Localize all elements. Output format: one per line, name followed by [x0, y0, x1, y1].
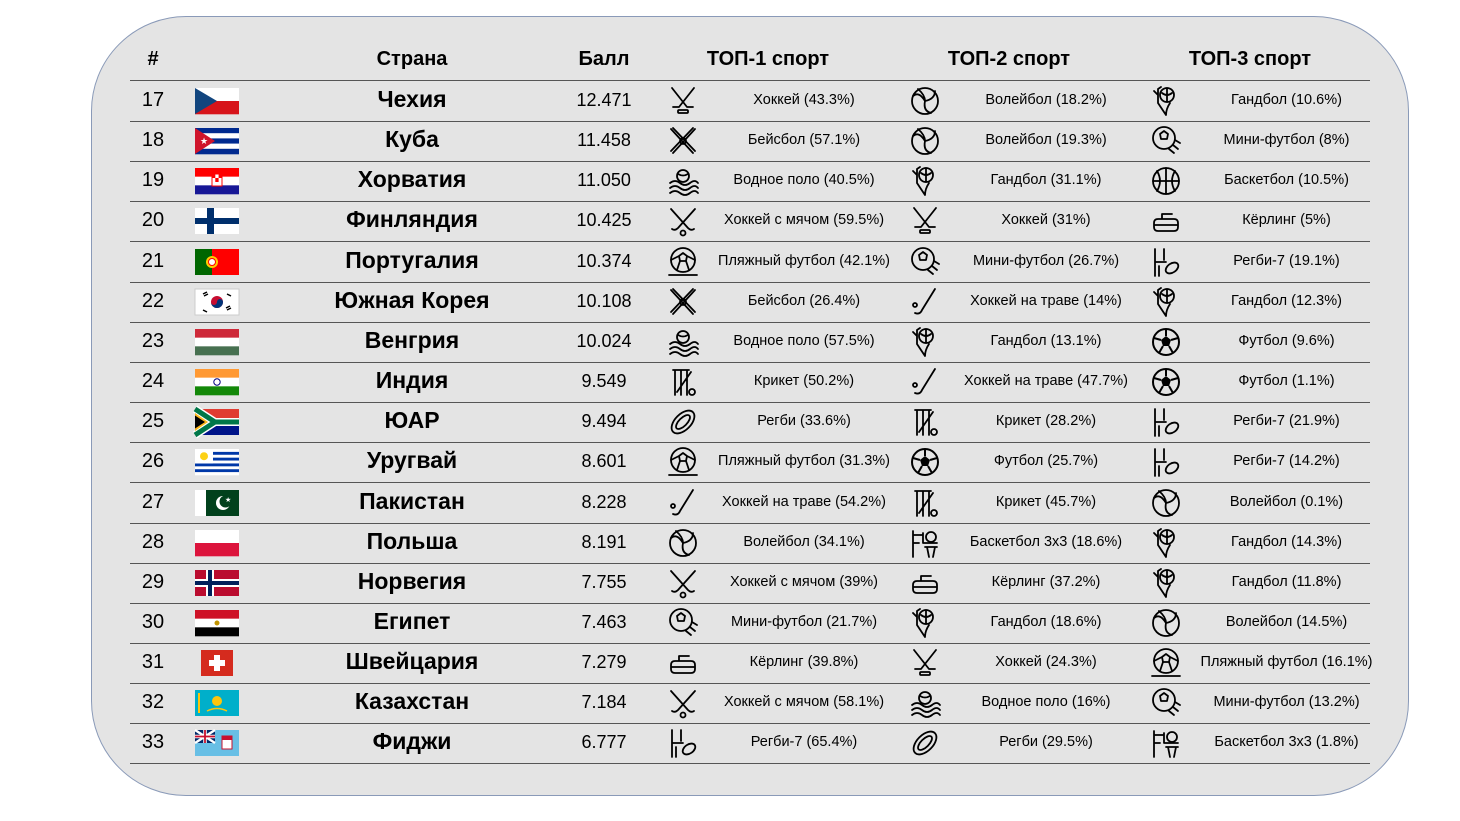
egypt-flag: [195, 610, 239, 636]
volleyball-icon: [909, 85, 941, 117]
rank-number: 19: [141, 169, 165, 192]
table-row: [130, 362, 1370, 403]
top3-sport-label: Пляжный футбол (16.1%): [1200, 654, 1373, 671]
table-row: [130, 81, 1370, 122]
czech-flag: [195, 88, 239, 114]
table-row: [130, 523, 1370, 564]
rank-number: 30: [141, 610, 165, 633]
table-row: [130, 402, 1370, 443]
rank-number: 27: [141, 490, 165, 513]
norway-flag: [195, 570, 239, 596]
bandy-icon: [667, 567, 699, 599]
table-row: [130, 483, 1370, 524]
svg-text:★: ★: [200, 136, 209, 147]
top3-sport-label: Регби-7 (21.9%): [1233, 413, 1340, 430]
rank-number: 23: [141, 329, 165, 352]
volleyball-icon: [909, 125, 941, 157]
rugby-sevens-icon: [1150, 446, 1182, 478]
top1-sport-label: Пляжный футбол (42.1%): [718, 252, 890, 269]
rugby-icon: [909, 727, 941, 759]
country-name: Норвегия: [357, 567, 467, 594]
top2-sport-label: Баскетбол 3х3 (18.6%): [969, 533, 1123, 550]
top1-sport-label: Хоккей с мячом (39%): [729, 573, 878, 590]
top1-sport-label: Бейсбол (57.1%): [747, 132, 861, 149]
top2-sport-label: Гандбол (13.1%): [990, 332, 1102, 349]
table-row: [130, 322, 1370, 363]
volleyball-icon: [1150, 607, 1182, 639]
top2-sport-label: Крикет (45.7%): [995, 493, 1097, 510]
bandy-icon: [667, 205, 699, 237]
futsal-icon: [909, 246, 941, 278]
country-name: Португалия: [345, 246, 479, 273]
top1-sport-label: Хоккей с мячом (58.1%): [723, 694, 885, 711]
country-name: Уругвай: [366, 447, 458, 474]
svg-text:★: ★: [225, 496, 232, 504]
top1-sport-label: Регби-7 (65.4%): [750, 734, 858, 751]
country-name: Пакистан: [359, 487, 465, 514]
top1-sport-label: Пляжный футбол (31.3%): [718, 453, 890, 470]
score-value: 9.494: [581, 411, 627, 432]
score-value: 9.549: [581, 371, 627, 392]
field-hockey-icon: [667, 487, 699, 519]
top2-sport-label: Водное поло (16%): [981, 694, 1111, 711]
score-value: 8.228: [581, 491, 627, 512]
curling-icon: [1150, 205, 1182, 237]
score-value: 7.755: [581, 571, 627, 592]
table-row: [130, 643, 1373, 684]
rank-number: 21: [141, 249, 165, 272]
score-value: 8.191: [581, 531, 627, 552]
table-row: [130, 242, 1370, 283]
top2-sport-label: Гандбол (18.6%): [990, 613, 1102, 630]
poland-flag: [195, 530, 239, 556]
top2-sport-label: Хоккей на траве (47.7%): [964, 373, 1128, 390]
score-value: 11.458: [577, 130, 631, 151]
pakistan-flag: [195, 490, 239, 516]
basketball-icon: [1150, 165, 1182, 197]
top1-sport-label: Хоккей (43.3%): [753, 92, 855, 108]
rank-number: 22: [141, 289, 165, 312]
top3-sport-label: Волейбол (0.1%): [1229, 493, 1344, 510]
country-name: Польша: [366, 527, 458, 554]
top2-sport-label: Кёрлинг (37.2%): [991, 573, 1101, 590]
futsal-icon: [1150, 125, 1182, 157]
table-row: [130, 603, 1370, 644]
top2-sport-label: Футбол (25.7%): [993, 453, 1099, 470]
baseball-icon: [667, 125, 699, 157]
rugby-sevens-icon: [1150, 246, 1182, 278]
table-row: [130, 563, 1370, 604]
water-polo-icon: [909, 687, 941, 719]
top3-sport-label: Гандбол (11.8%): [1231, 573, 1342, 590]
top1-sport-label: Бейсбол (26.4%): [747, 292, 861, 309]
top1-sport-label: Регби (33.6%): [757, 413, 851, 430]
country-name: Швейцария: [345, 648, 479, 675]
rank-number: 33: [141, 731, 165, 754]
top2-sport-label: Волейбол (19.3%): [985, 132, 1107, 149]
handball-icon: [1150, 527, 1182, 559]
country-name: Куба: [385, 126, 439, 153]
switzerland-flag: [195, 650, 239, 676]
cricket-icon: [667, 366, 699, 398]
top1-sport-label: Водное поло (40.5%): [733, 172, 875, 189]
rank-number: 25: [141, 410, 165, 433]
top1-sport-label: Водное поло (57.5%): [733, 332, 875, 349]
score-value: 11.050: [577, 170, 631, 191]
volleyball-icon: [667, 527, 699, 559]
score-value: 10.108: [576, 290, 632, 311]
rank-number: 29: [141, 570, 165, 593]
beach-soccer-icon: [667, 246, 699, 278]
top3-sport-label: Кёрлинг (5%): [1242, 212, 1331, 229]
finland-flag: [195, 208, 239, 234]
score-value: 12.471: [576, 90, 632, 110]
futsal-icon: [1150, 687, 1182, 719]
score-value: 10.024: [576, 330, 632, 351]
country-name: Финляндия: [346, 206, 478, 233]
table-row: [130, 723, 1370, 764]
hungary-flag: [195, 329, 239, 355]
rank-number: 24: [141, 370, 165, 393]
curling-icon: [909, 567, 941, 599]
country-name: Венгрия: [364, 326, 460, 353]
volleyball-icon: [1150, 487, 1182, 519]
rank-number: 32: [141, 691, 165, 714]
football-icon: [1150, 366, 1182, 398]
top1-sport-label: Крикет (50.2%): [753, 373, 855, 390]
top3-sport-label: Мини-футбол (8%): [1223, 132, 1350, 149]
water-polo-icon: [667, 165, 699, 197]
country-name: ЮАР: [384, 407, 440, 434]
score-value: 7.463: [581, 611, 627, 632]
cricket-icon: [909, 406, 941, 438]
top2-sport-label: Хоккей (24.3%): [995, 654, 1097, 671]
table-row: [130, 683, 1370, 724]
score-value: 10.425: [576, 210, 632, 231]
score-value: 7.279: [581, 652, 627, 673]
portugal-flag: [195, 249, 239, 275]
handball-icon: [909, 607, 941, 639]
top2-sport-label: Гандбол (31.1%): [990, 172, 1102, 189]
south-africa-flag: [195, 409, 239, 435]
table-row: [130, 442, 1370, 483]
top1-sport-label: Хоккей с мячом (59.5%): [723, 212, 885, 229]
top3-sport-label: Футбол (9.6%): [1238, 332, 1335, 349]
country-name: Южная Корея: [334, 286, 490, 313]
rugby-sevens-icon: [667, 727, 699, 759]
uruguay-flag: [195, 449, 239, 475]
top2-sport-label: Волейбол (18.2%): [985, 92, 1107, 108]
handball-icon: [1150, 286, 1182, 318]
top1-sport-label: Волейбол (34.1%): [743, 533, 865, 550]
rank-number: 18: [141, 129, 165, 152]
country-name: Египет: [373, 607, 451, 634]
top3-sport-label: Гандбол (14.3%): [1231, 533, 1342, 550]
country-name: Чехия: [377, 86, 447, 112]
score-value: 7.184: [581, 692, 627, 713]
top1-sport-label: Мини-футбол (21.7%): [730, 613, 878, 630]
table-row: [130, 201, 1370, 242]
field-hockey-icon: [909, 286, 941, 318]
score-value: 10.374: [576, 250, 632, 271]
score-value: 6.777: [581, 732, 627, 753]
header-top1: ТОП-1 спорт: [706, 48, 830, 70]
top1-sport-label: Кёрлинг (39.8%): [749, 654, 859, 671]
top1-sport-label: Хоккей на траве (54.2%): [722, 493, 886, 510]
top3-sport-label: Футбол (1.1%): [1238, 373, 1335, 390]
table-row: [130, 121, 1370, 162]
curling-icon: [667, 647, 699, 679]
handball-icon: [909, 326, 941, 358]
top3-sport-label: Регби-7 (14.2%): [1233, 453, 1340, 470]
country-name: Фиджи: [372, 728, 452, 755]
score-value: 8.601: [581, 451, 627, 472]
handball-icon: [1150, 85, 1182, 117]
country-name: Хорватия: [357, 166, 467, 193]
top2-sport-label: Регби (29.5%): [999, 734, 1093, 751]
rugby-sevens-icon: [1150, 406, 1182, 438]
ice-hockey-icon: [909, 205, 941, 237]
table-row: [130, 282, 1370, 323]
top3-sport-label: Баскетбол (10.5%): [1224, 172, 1349, 189]
cuba-flag: [195, 128, 239, 154]
country-name: Казахстан: [354, 688, 470, 715]
south-korea-flag: [195, 289, 239, 315]
top3-sport-label: Баскетбол 3х3 (1.8%): [1214, 734, 1359, 751]
top3-sport-label: Мини-футбол (13.2%): [1213, 694, 1360, 711]
basketball-3x3-icon: [1150, 727, 1182, 759]
rank-number: 31: [141, 651, 165, 674]
table-row: [130, 161, 1370, 202]
rank-number: 20: [141, 209, 165, 232]
top2-sport-label: Мини-футбол (26.7%): [972, 252, 1120, 269]
football-icon: [1150, 326, 1182, 358]
header-country: Страна: [376, 48, 448, 70]
field-hockey-icon: [909, 366, 941, 398]
header-score: Балл: [578, 48, 630, 70]
header-top2: ТОП-2 спорт: [947, 48, 1071, 70]
top2-sport-label: Хоккей на траве (14%): [970, 292, 1122, 309]
bandy-icon: [667, 687, 699, 719]
cricket-icon: [909, 487, 941, 519]
water-polo-icon: [667, 326, 699, 358]
country-name: Индия: [375, 367, 449, 394]
header-num: #: [147, 48, 159, 70]
top2-sport-label: Крикет (28.2%): [995, 413, 1097, 430]
top3-sport-label: Регби-7 (19.1%): [1233, 252, 1340, 269]
rugby-icon: [667, 406, 699, 438]
header-top3: ТОП-3 спорт: [1188, 48, 1312, 70]
croatia-flag: [195, 168, 239, 194]
rank-number: 26: [141, 450, 165, 473]
top3-sport-label: Гандбол (12.3%): [1231, 292, 1342, 309]
handball-icon: [1150, 567, 1182, 599]
top3-sport-label: Гандбол (10.6%): [1231, 92, 1342, 108]
kazakhstan-flag: [195, 690, 239, 716]
india-flag: [195, 369, 239, 395]
beach-soccer-icon: [1150, 647, 1182, 679]
basketball-3x3-icon: [909, 527, 941, 559]
fiji-flag: [195, 730, 239, 756]
football-icon: [909, 446, 941, 478]
ice-hockey-icon: [909, 647, 941, 679]
beach-soccer-icon: [667, 446, 699, 478]
top2-sport-label: Хоккей (31%): [1001, 212, 1091, 229]
rank-number: 17: [141, 89, 165, 111]
futsal-icon: [667, 607, 699, 639]
ice-hockey-icon: [667, 85, 699, 117]
rank-number: 28: [141, 530, 165, 553]
handball-icon: [909, 165, 941, 197]
top3-sport-label: Волейбол (14.5%): [1225, 613, 1348, 630]
baseball-icon: [667, 286, 699, 318]
